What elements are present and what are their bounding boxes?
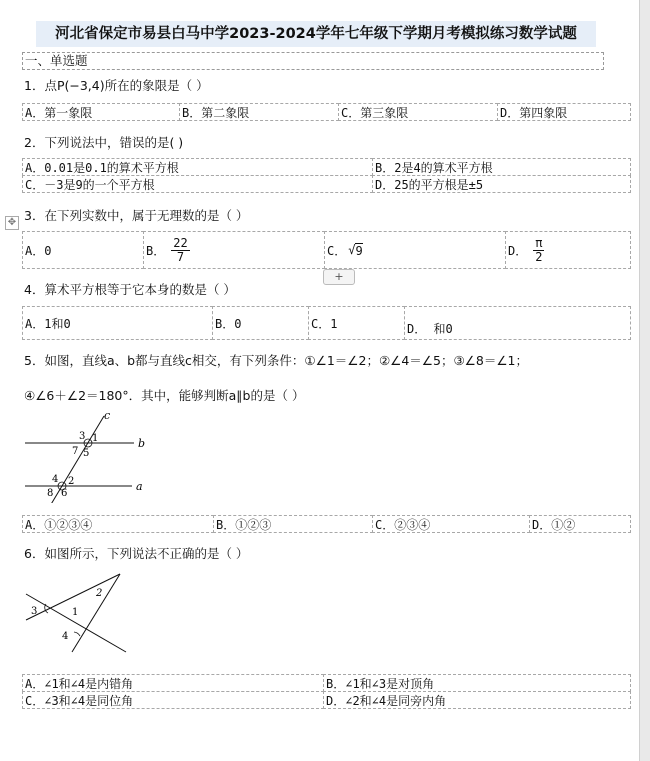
question-5-line-1: 5．如图，直线a、b都与直线c相交，有下列条件：①∠1＝∠2；②∠4＝∠5；③∠8＝∠1； bbox=[24, 353, 528, 368]
q4-options bbox=[22, 306, 630, 340]
fraction-numerator: 22 bbox=[173, 235, 188, 250]
q1-option-b[interactable]: B．第二象限 bbox=[179, 103, 339, 121]
label-4: 4 bbox=[62, 631, 69, 642]
q6-options bbox=[22, 674, 630, 708]
q2-option-d[interactable]: D．25的平方根是±5 bbox=[372, 175, 631, 193]
question-5-line-2: ④∠6＋∠2＝180°．其中，能够判断a∥b的是（ ） bbox=[24, 388, 305, 403]
question-1: 1．点P(−3,4)所在的象限是（ ） bbox=[24, 78, 209, 93]
q3-fraction-22-7 bbox=[171, 237, 189, 264]
q3-option-d[interactable] bbox=[505, 231, 631, 269]
q3-option-c[interactable] bbox=[324, 231, 506, 269]
q1-option-c[interactable]: C．第三象限 bbox=[338, 103, 498, 121]
q2-option-b[interactable]: B．2是4的算术平方根 bbox=[372, 158, 631, 176]
q5-option-a[interactable]: A．①②③④ bbox=[22, 515, 214, 533]
line-c bbox=[50, 416, 104, 503]
q3-option-d-prefix: D． bbox=[508, 243, 528, 258]
page-title: 河北省保定市易县白马中学2023-2024学年七年级下学期月考模拟练习数学试题 bbox=[36, 21, 596, 47]
label-4: 4 bbox=[52, 474, 59, 485]
q3-option-b[interactable] bbox=[143, 231, 325, 269]
q3-fraction-pi-2 bbox=[533, 237, 544, 264]
question-2: 2．下列说法中，错误的是( ) bbox=[24, 135, 184, 150]
label-6: 6 bbox=[61, 488, 68, 499]
question-4: 4．算术平方根等于它本身的数是（ ） bbox=[24, 282, 236, 297]
label-a: a bbox=[136, 480, 143, 493]
label-3: 3 bbox=[79, 431, 86, 442]
fraction-denominator: 7 bbox=[176, 249, 185, 264]
add-row-button[interactable]: + bbox=[323, 269, 355, 285]
q3-options bbox=[22, 231, 630, 269]
label-2: 2 bbox=[68, 476, 75, 487]
line-bottom bbox=[26, 594, 126, 652]
fraction-denominator: 2 bbox=[535, 249, 543, 264]
label-7: 7 bbox=[72, 446, 79, 457]
section-heading: 一、单选题 bbox=[22, 52, 604, 70]
label-5: 5 bbox=[83, 448, 90, 459]
q5-figure bbox=[22, 408, 162, 503]
label-c: c bbox=[104, 409, 111, 422]
q4-option-d[interactable]: D． 和0 bbox=[404, 306, 631, 340]
label-8: 8 bbox=[47, 488, 54, 499]
q2-option-c[interactable]: C．－3是9的一个平方根 bbox=[22, 175, 373, 193]
move-icon[interactable]: ✥ bbox=[5, 216, 19, 230]
q6-figure bbox=[22, 570, 132, 660]
q5-options bbox=[22, 515, 630, 533]
q3-option-a[interactable]: A．0 bbox=[22, 231, 144, 269]
q1-option-a[interactable]: A．第一象限 bbox=[22, 103, 180, 121]
label-1: 1 bbox=[92, 433, 99, 444]
q3-option-c-prefix: C． bbox=[327, 243, 347, 258]
q5-option-d[interactable]: D．①② bbox=[529, 515, 631, 533]
sqrt-symbol: √ bbox=[348, 243, 356, 257]
q2-options bbox=[22, 158, 630, 192]
vertical-scrollbar[interactable] bbox=[639, 0, 650, 761]
fraction-numerator: π bbox=[535, 235, 543, 250]
angle-arc bbox=[74, 632, 80, 636]
label-3: 3 bbox=[31, 606, 38, 617]
label-2: 2 bbox=[96, 588, 103, 599]
q6-option-b[interactable]: B．∠1和∠3是对顶角 bbox=[323, 674, 631, 692]
q4-option-a[interactable]: A．1和0 bbox=[22, 306, 213, 340]
question-3: 3．在下列实数中，属于无理数的是（ ） bbox=[24, 208, 249, 223]
q1-option-d[interactable]: D．第四象限 bbox=[497, 103, 631, 121]
q6-option-c[interactable]: C．∠3和∠4是同位角 bbox=[22, 691, 324, 709]
q3-option-b-prefix: B． bbox=[146, 243, 166, 258]
label-1: 1 bbox=[72, 607, 79, 618]
q5-option-b[interactable]: B．①②③ bbox=[213, 515, 373, 533]
question-6: 6．如图所示，下列说法不正确的是（ ） bbox=[24, 546, 249, 561]
q6-option-a[interactable]: A．∠1和∠4是内错角 bbox=[22, 674, 324, 692]
q4-option-c[interactable]: C．1 bbox=[308, 306, 405, 340]
q1-options bbox=[22, 103, 630, 121]
q4-option-b[interactable]: B．0 bbox=[212, 306, 309, 340]
q5-option-c[interactable]: C．②③④ bbox=[372, 515, 530, 533]
sqrt-radicand: 9 bbox=[355, 243, 363, 258]
q2-option-a[interactable]: A．0.01是0.1的算术平方根 bbox=[22, 158, 373, 176]
label-b: b bbox=[138, 437, 146, 450]
q6-option-d[interactable]: D．∠2和∠4是同旁内角 bbox=[323, 691, 631, 709]
